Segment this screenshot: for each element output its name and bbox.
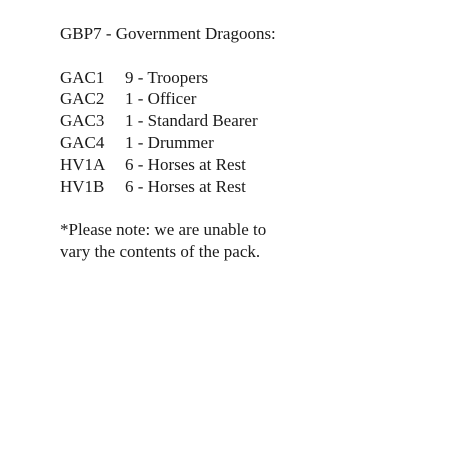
item-code: GAC3 bbox=[60, 111, 105, 131]
item-code: GAC4 bbox=[60, 132, 105, 152]
list-item bbox=[60, 132, 420, 154]
item-code: HV1B bbox=[60, 176, 105, 196]
pack-title: GBP7 - Government Dragoons: bbox=[60, 24, 276, 43]
list-item bbox=[60, 110, 420, 132]
item-description: 6 - Horses at Rest bbox=[125, 176, 246, 196]
list-item bbox=[60, 88, 420, 110]
item-description: 1 - Standard Bearer bbox=[125, 111, 258, 131]
pack-contents-list bbox=[60, 67, 420, 198]
item-code: GAC1 bbox=[60, 67, 105, 87]
list-item bbox=[60, 154, 420, 176]
item-description: 1 - Officer bbox=[125, 89, 197, 109]
item-description: 9 - Troopers bbox=[125, 67, 209, 87]
pack-note: *Please note: we are unable to vary the contents of the pack. bbox=[60, 220, 267, 261]
item-description: 1 - Drummer bbox=[125, 132, 214, 152]
item-code: GAC2 bbox=[60, 89, 105, 109]
item-description: 6 - Horses at Rest bbox=[125, 154, 246, 174]
product-description bbox=[60, 23, 420, 263]
item-code: HV1A bbox=[60, 154, 106, 174]
list-item bbox=[60, 176, 420, 198]
list-item bbox=[60, 67, 420, 89]
